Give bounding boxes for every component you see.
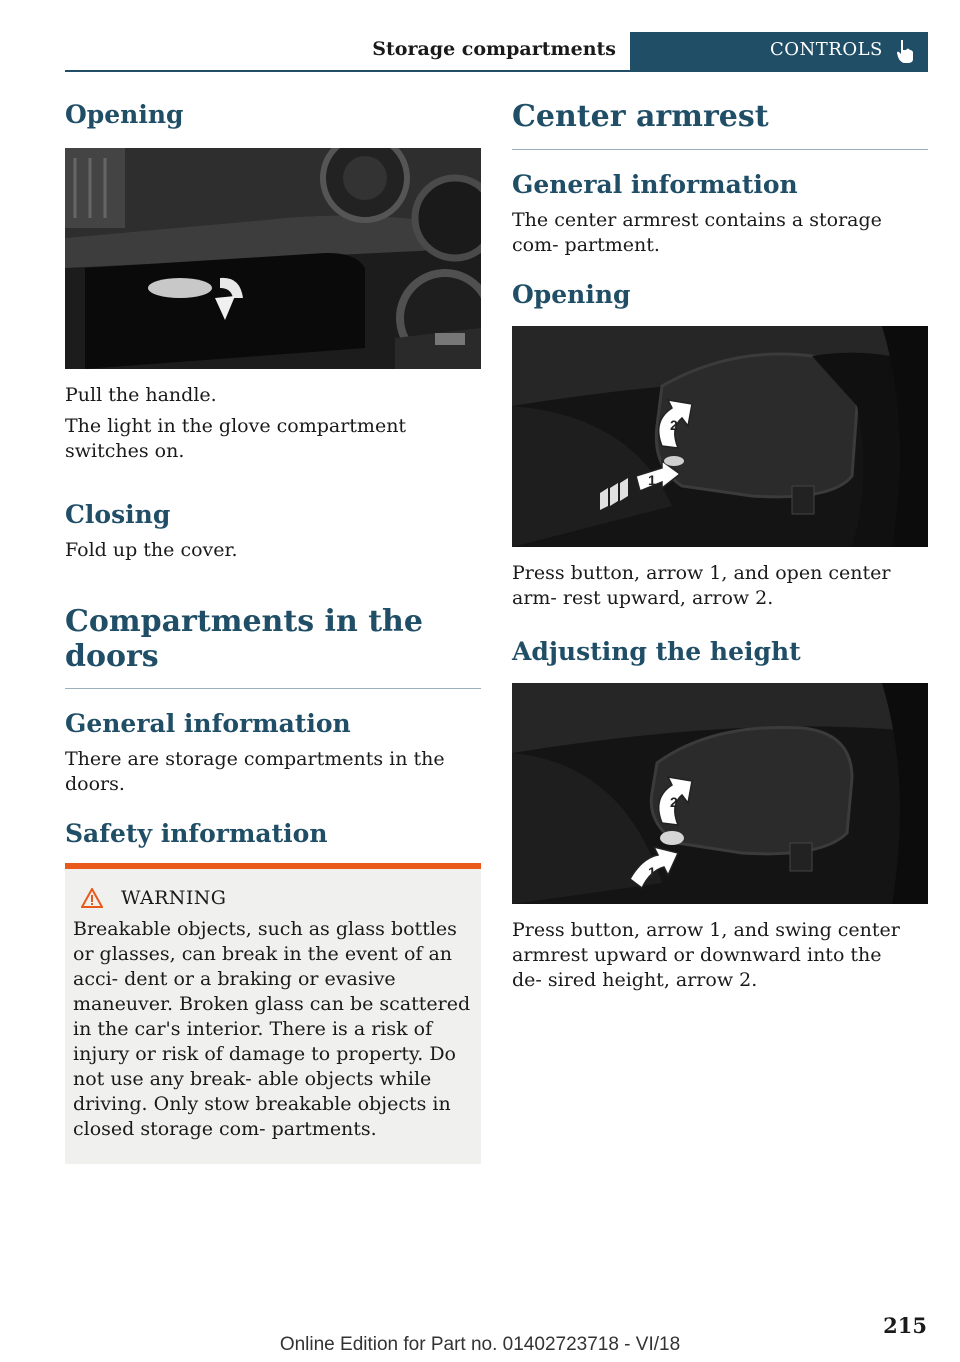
arrow-label-1b: 1 <box>648 863 656 880</box>
warning-box <box>65 863 481 1164</box>
height-heading: Adjusting the height <box>512 636 801 666</box>
armrest-general-heading: General information <box>512 169 798 199</box>
doors-section-heading: Compartments in the doors <box>65 605 481 689</box>
arrow-label-2b: 2 <box>670 793 678 810</box>
pointing-hand-icon <box>894 38 916 64</box>
header-section-title: Storage compartments <box>372 38 616 60</box>
closing-heading: Closing <box>65 500 171 529</box>
chapter-tab <box>630 32 928 70</box>
page-header <box>65 32 928 72</box>
opening-heading: Opening <box>65 100 184 129</box>
armrest-height-photo <box>512 683 928 904</box>
armrest-open-photo <box>512 326 928 547</box>
edition-footer: Online Edition for Part no. 01402723718 - VI/18 <box>279 1334 681 1355</box>
doors-general-heading: General information <box>65 709 351 738</box>
left-column <box>65 100 481 1164</box>
height-text: Press button, arrow 1, and swing center armrest upward or downward into the de‐ sired height, arrow 2. <box>512 918 900 991</box>
safety-heading: Safety information <box>65 819 328 848</box>
arrow-label-1: 1 <box>648 471 656 488</box>
chapter-label: CONTROLS <box>770 39 883 60</box>
warning-triangle-icon <box>81 888 103 908</box>
right-column <box>512 100 928 993</box>
warning-header <box>73 887 473 909</box>
armrest-general-text: The center armrest contains a storage com‐ partment. <box>512 208 882 256</box>
doors-general-text: There are storage compartments in the doors. <box>65 748 445 795</box>
opening-text-1: Pull the handle. <box>65 384 217 406</box>
armrest-opening-heading: Opening <box>512 279 631 309</box>
closing-text: Fold up the cover. <box>65 539 238 561</box>
armrest-opening-text: Press button, arrow 1, and open center arm‐ rest upward, arrow 2. <box>512 561 891 609</box>
armrest-section-heading: Center armrest <box>512 100 928 150</box>
glove-compartment-photo <box>65 148 481 369</box>
warning-label: WARNING <box>121 887 227 909</box>
opening-text-2: The light in the glove compartment switches on. <box>65 415 407 462</box>
warning-text: Breakable objects, such as glass bottles or glasses, can break in the event of an acci‐ dent or a braking or evasive maneuver. Broken glass can be scattered in the car's interior. There is a risk of injury or risk of damage to property. Do not use any break‐ able objects while driving. Only stow breakable objects in closed storage com‐ partments. <box>73 918 471 1140</box>
page-number: 215 <box>883 1313 927 1338</box>
arrow-label-2: 2 <box>670 416 678 433</box>
